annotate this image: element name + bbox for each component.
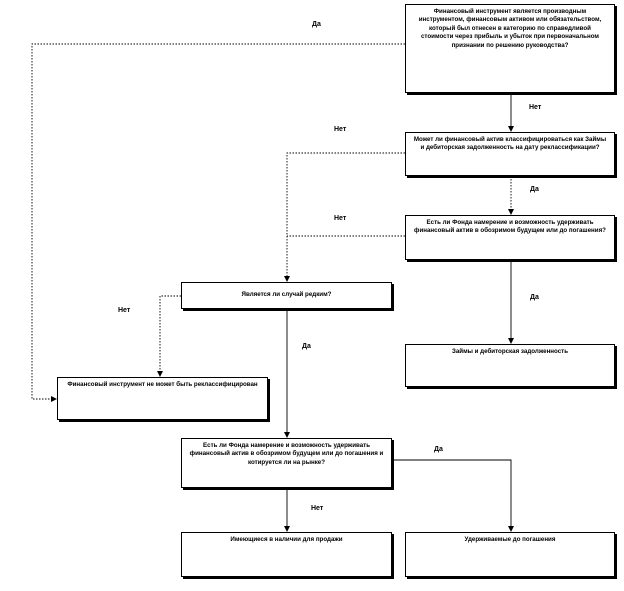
label-q2-no: Нет (334, 126, 347, 133)
decision-intent-hold-quoted: Есть ли Фонда намерение и возможность удерживать финансовый актив в обозримом будущем или до погашения и котируется ли на рынке? (181, 438, 392, 488)
label-q3-no: Нет (334, 215, 347, 222)
decision-loans-receivables-eligible: Может ли финансовый актив классифицироваться как Займы и дебиторская задолженность на дату реклассификации? (405, 132, 615, 176)
label-q4-yes: Да (302, 343, 311, 350)
connector-q5-yes (392, 460, 511, 531)
result-available-for-sale: Имеющиеся в наличии для продажи (181, 532, 392, 577)
connector-q4-no (160, 296, 181, 376)
decision-rare-circumstance: Является ли случай редким? (181, 282, 392, 309)
label-q5-no: Нет (311, 505, 324, 512)
label-q3-yes: Да (530, 294, 539, 301)
connector-q1-yes (32, 44, 405, 399)
result-held-to-maturity: Удерживаемые до погашения (405, 532, 615, 577)
label-q1-yes: Да (312, 21, 321, 28)
result-loans-receivables: Займы и дебиторская задолженность (405, 344, 615, 387)
result-cannot-reclassify: Финансовый инструмент не может быть реклассифицирован (57, 377, 268, 420)
label-q5-yes: Да (434, 446, 443, 453)
label-q4-no: Нет (118, 307, 131, 314)
decision-derivative-fvtpl: Финансовый инструмент является производным инструментом, финансовым активом или обязательством, который был отнесен в категорию по справедливой стоимости через прибыль и убыток при первоначальном признании по решению руководства? (405, 4, 615, 93)
decision-intent-hold-foreseeable: Есть ли Фонда намерение и возможность удерживать финансовый актив в обозримом будущем или до погашения? (405, 215, 615, 260)
label-q2-yes: Да (530, 186, 539, 193)
label-q1-no: Нет (529, 104, 542, 111)
